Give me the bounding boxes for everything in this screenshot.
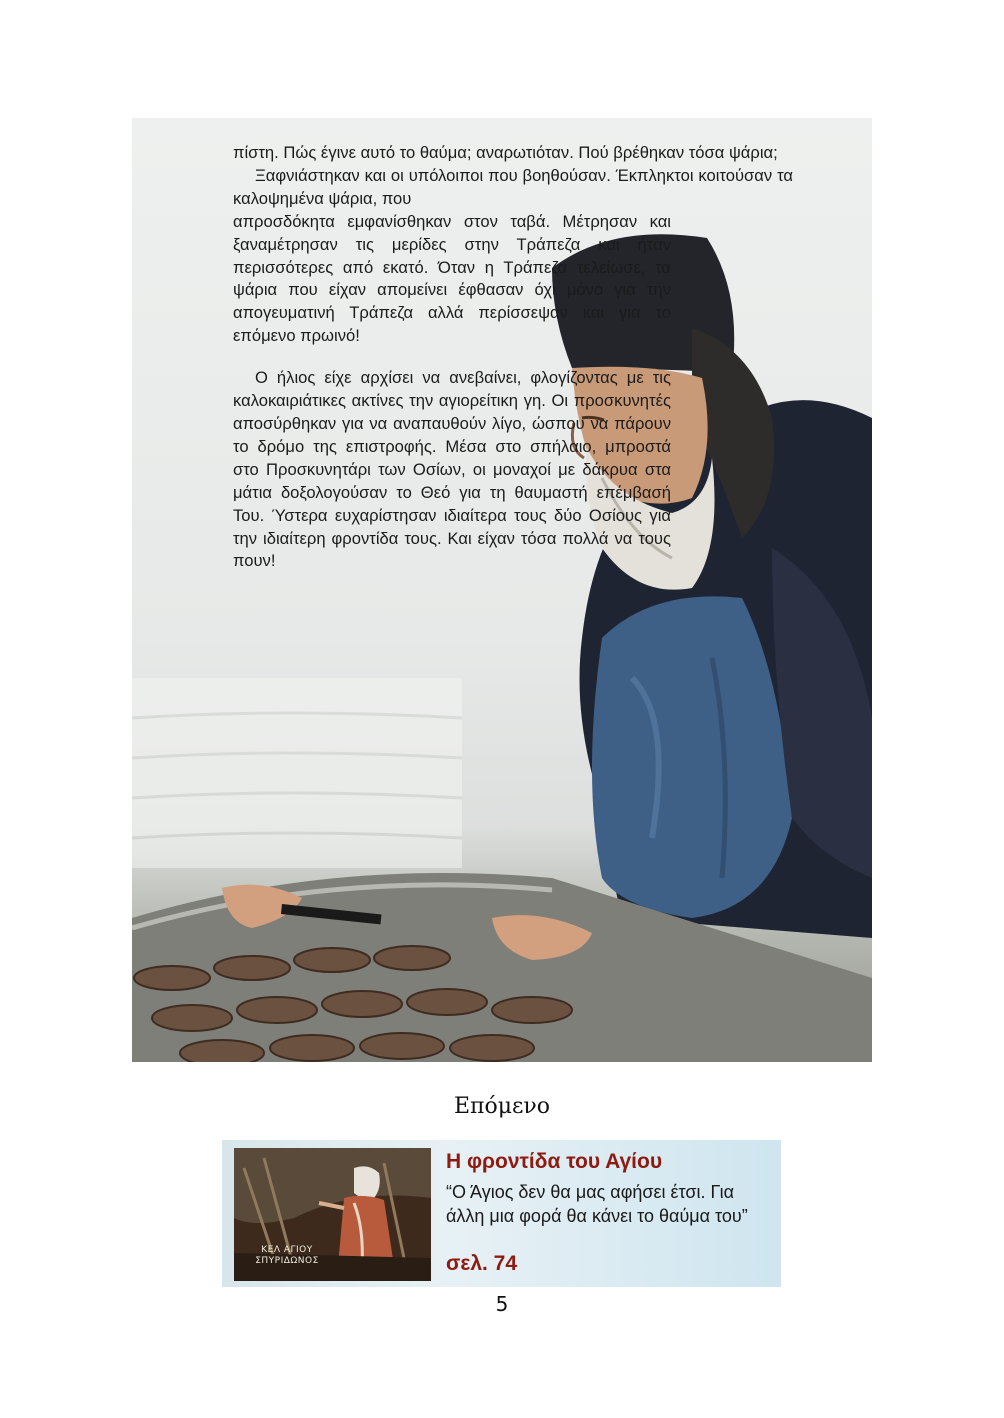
next-story-page-link[interactable]: σελ. 74: [446, 1252, 518, 1275]
next-story-quote: “Ο Άγιος δεν θα μας αφήσει έτσι. Για άλλη μια φορά θα κάνει το θαύμα του”: [446, 1182, 748, 1226]
page-number: 5: [495, 1292, 509, 1316]
story-paragraph-surprise: Ξαφνιάστηκαν και οι υπόλοιποι που βοηθούσαν. Έκπληκτοι κοιτούσαν τα καλοψημένα ψάρια, που: [233, 165, 793, 208]
story-text: [233, 142, 793, 573]
story-paragraph-thanks: Ο ήλιος είχε αρχίσει να ανεβαίνει, φλογίζοντας με τις καλοκαιριάτικες ακτίνες την αγιορείτικη γη. Οι προσκυνητές αποσύρθηκαν για να αναπαυθούν λίγο, ώσπου να πάρουν το δρόμο της επιστροφής. Μέσα στο σπήλαιο, μπροστά στο Προσκυνητάρι των Οσίων, οι μοναχοί με δάκρυα στα μάτια δοξολογούσαν το Θεό για τη θαυμαστή επέμβασή Του. Ύστερα ευχαρίστησαν ιδιαίτερα τους δύο Οσίους για την ιδιαίτερη φροντίδα τους. Και είχαν τόσα πολλά να τους πουν!: [233, 368, 671, 571]
next-story-card[interactable]: [222, 1140, 781, 1287]
next-story-title[interactable]: Η φροντίδα του Αγίου: [446, 1150, 663, 1173]
thumbnail-caption: ΚΕΛ ΑΓΙΟΥ ΣΠΥΡΙΔΩΝΟΣ: [255, 1245, 319, 1266]
story-illustration: [132, 118, 872, 1062]
story-paragraph-count: απροσδόκητα εμφανίσθηκαν στον ταβά. Μέτρησαν και ξαναμέτρησαν τις μερίδες στην Τράπεζα και ήταν περισσότερες από εκατό. Όταν η Τράπεζα τελείωσε, τα ψάρια που είχαν απομείνει έφθασαν όχι μόνο για την απογευματινή Τράπεζα αλλά περίσσεψαν και για το επόμενο πρωινό!: [233, 211, 671, 346]
story-opening: πίστη. Πώς έγινε αυτό το θαύμα; αναρωτιόταν. Πού βρέθηκαν τόσα ψάρια;: [233, 143, 778, 162]
next-heading: Επόμενο: [453, 1094, 551, 1119]
next-story-thumbnail: [234, 1148, 431, 1281]
